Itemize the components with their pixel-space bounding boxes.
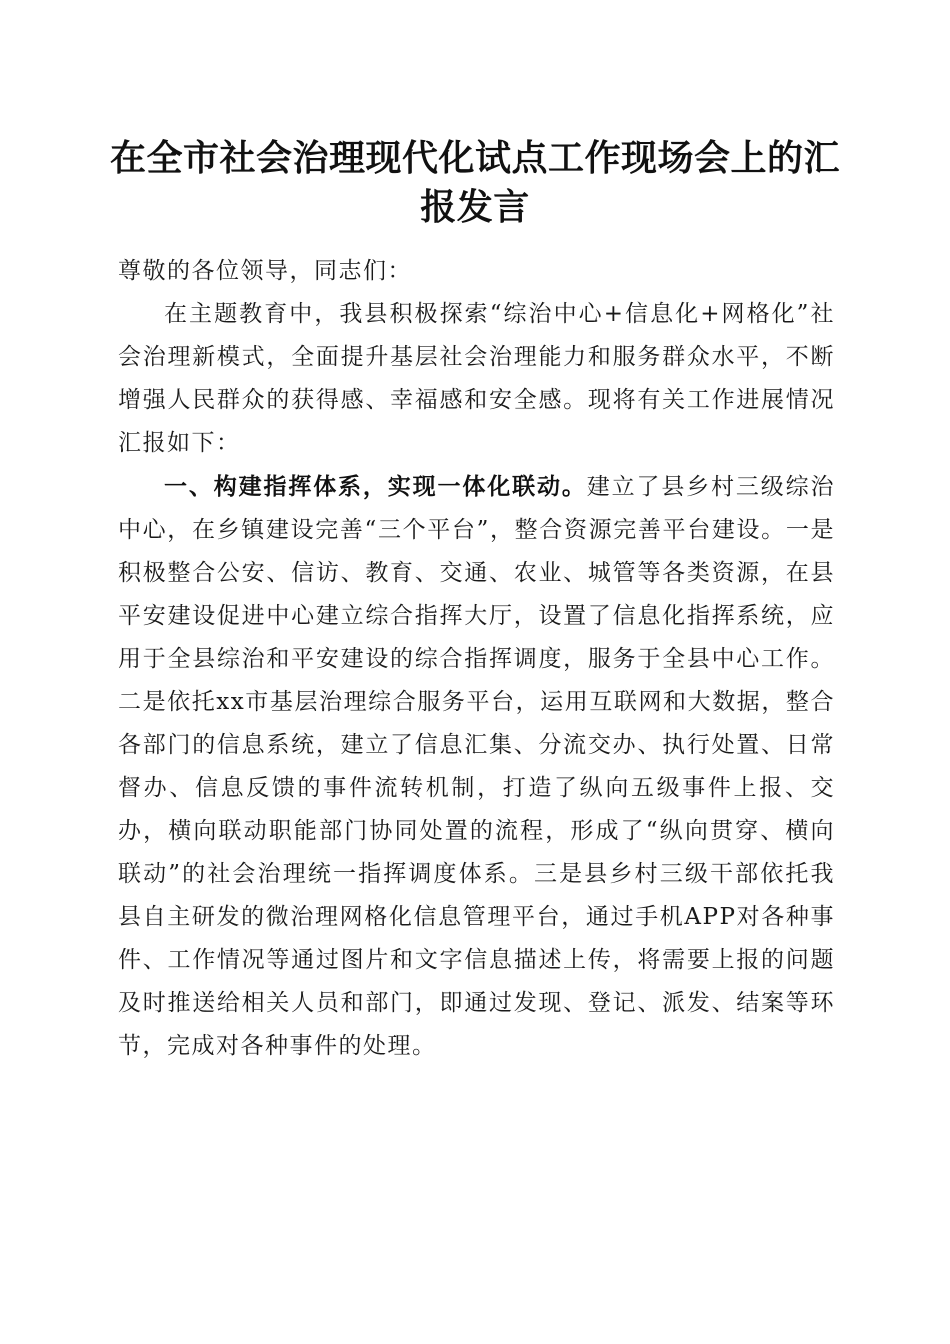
salutation: 尊敬的各位领导，同志们： bbox=[118, 258, 412, 284]
document-title bbox=[105, 134, 845, 232]
section-1-body: 建立了县乡村三级综治中心，在乡镇建设完善“三个平台”，整合资源完善平台建设。一是积极整合公安、信访、教育、交通、农业、城管等各类资源，在县平安建设促进中心建立综合指挥大厅，设置了信息化指挥系统，应用于全县综治和平安建设的综合指挥调度，服务于全县中心工作。二是依托xx市基层治理综合服务平台，运用互联网和大数据，整合各部门的信息系统，建立了信息汇集、分流交办、执行处置、日常督办、信息反馈的事件流转机制，打造了纵向五级事件上报、交办，横向联动职能部门协同处置的流程，形成了“纵向贯穿、横向联动”的社会治理统一指挥调度体系。三是县乡村三级干部依托我县自主研发的微治理网格化信息管理平台，通过手机APP对各种事件、工作情况等通过图片和文字信息描述上传，将需要上报的问题及时推送给相关人员和部门，即通过发现、登记、派发、结案等环节，完成对各种事件的处理。 bbox=[118, 474, 836, 1059]
section-1-paragraph bbox=[118, 465, 835, 1068]
document-body bbox=[118, 250, 835, 1068]
intro-paragraph: 在主题教育中，我县积极探索“综治中心+信息化+网格化”社会治理新模式，全面提升基层社会治理能力和服务群众水平，不断增强人民群众的获得感、幸福感和安全感。现将有关工作进展情况汇报如下： bbox=[118, 301, 835, 456]
title-line-2: 报发言 bbox=[420, 186, 530, 228]
title-line-1: 在全市社会治理现代化试点工作现场会上的汇 bbox=[109, 137, 840, 179]
section-1-heading: 一、构建指挥体系，实现一体化联动。 bbox=[164, 473, 587, 500]
